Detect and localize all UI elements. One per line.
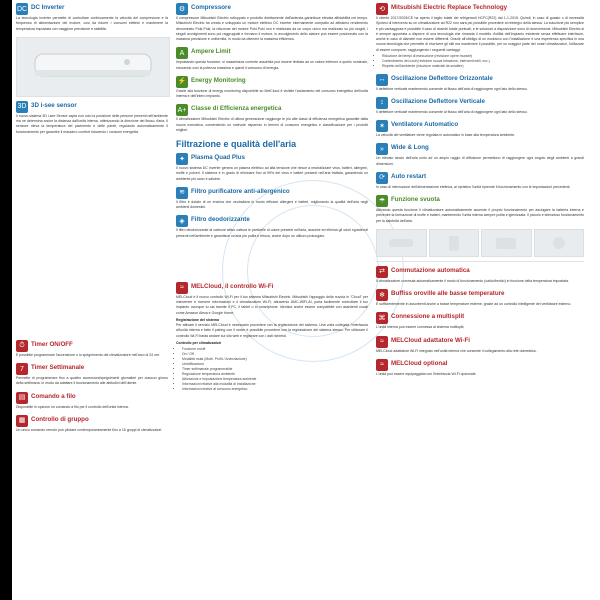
feature-filtro-deodorizzante	[176, 215, 368, 239]
feature-classe-efficienza	[176, 104, 368, 133]
feature-body: La velocità del ventilatore viene regolata in automatico in base alla temperatura ambiente.	[376, 133, 516, 138]
feature-body: Attivando questa funzione il climatizzatore automaticamente accende il proprio funzionamento per asciugare la batteria interna e prevenire la formazione di muffe e batteri, mantenendo l'unità interna sempre pulita e igienizzata. Il piccolo e silenzioso funzionamento per la salubrità dell'aria.	[376, 208, 584, 223]
feature-title: Timer Settimanale	[31, 364, 85, 371]
photo-thumb	[481, 229, 532, 257]
energy-icon: ⚡	[176, 76, 188, 88]
photo-thumb	[429, 229, 480, 257]
replace-icon: ⟲	[376, 3, 388, 15]
feature-body: L'unità interna può essere connessa al sistema multisplit.	[376, 325, 465, 330]
feature-melcloud-optional	[376, 359, 584, 377]
feature-basse-temperature	[376, 289, 584, 307]
feature-body: Impostando questa funzione, si massimizza corrente assorbita può essere limitata ad un valore inferiore a quello nominale, riducendo così la potenza massima e quindi il consumo di energia.	[176, 60, 368, 70]
unit-icon	[386, 233, 416, 253]
feature-title: Filtro purificatore anti-allergenico	[191, 187, 290, 195]
auto-comm-icon: ⇄	[376, 266, 388, 278]
filter-icon: ≋	[176, 187, 188, 199]
feature-title: Oscillazione Deflettore Orizzontale	[391, 74, 493, 82]
swing-icon: ↔	[376, 74, 388, 86]
feature-title: Filtro deodorizzante	[191, 216, 250, 224]
feature-title: Plasma Quad Plus	[191, 154, 245, 161]
melcloud-list-title: Controllo per climatizzatori	[176, 340, 222, 345]
feature-melcloud	[176, 282, 368, 392]
feature-plasma-quad-plus	[176, 153, 368, 182]
melcloud-sub-title: Registrazione del sistema	[176, 317, 219, 322]
column-right	[372, 0, 588, 382]
feature-body: Disponibile in opzione un comando a filo per il controllo dell'unità interna.	[16, 404, 129, 409]
feature-body: Un elevato lancio dell'aria unito ad un ampio raggio di diffusione permettono di raggiungere ogni angolo degli ambienti a grandi dimensioni.	[376, 156, 584, 166]
feature-body: Il climatizzatore commuta automaticamente il modo di funzionamento (caldo/freddo) in funzione della temperatura impostata.	[376, 278, 569, 283]
list-item: • Contenimento dei costi (revisione nuova tubazione, interventi edili, ecc.)	[382, 59, 584, 64]
feature-replace-technology	[376, 3, 584, 69]
feature-3d-isee-sensor	[16, 101, 168, 135]
wall-icon	[491, 233, 521, 253]
feature-title: Ventilatore Automatico	[391, 121, 459, 129]
feature-title: Timer ON/OFF	[31, 340, 73, 348]
list-item: • Informazioni relative al consumo energetico	[182, 387, 368, 392]
feature-compressore	[176, 3, 368, 42]
feature-melcloud-adattatore	[376, 336, 584, 354]
energy-class-icon: A+	[176, 104, 188, 116]
list-item: • Modalità muta (Mute, Profit / Archiviazione)	[182, 357, 368, 362]
list-item: • Funzione on/off	[182, 347, 368, 352]
feature-title: Mitsubishi Electric Replace Technology	[391, 4, 508, 11]
column-middle	[172, 0, 372, 396]
auto-vent-icon: ✶	[376, 120, 388, 132]
list-item: • Timer settimanale programmabile	[182, 367, 368, 372]
plasma-icon: ✦	[176, 153, 188, 165]
feature-auto-restart	[376, 172, 584, 190]
feature-wide-long	[376, 143, 584, 167]
divider	[376, 261, 584, 262]
feature-dc-inverter	[16, 3, 168, 32]
feature-oscillazione-orizzontale	[376, 74, 584, 92]
feature-title: DC Inverter	[31, 4, 65, 11]
feature-title: Ampere Limit	[191, 48, 231, 56]
feature-body: Il filtro è dotato di un enzima che neutralizza in modo efficace allergeni e batteri, migliorando la qualità dell'aria negli ambienti domestici.	[176, 199, 368, 209]
feature-body: Un unico comando remoto può pilotare contemporaneamente fino a 16 gruppi di climatizzatori.	[16, 427, 163, 432]
remote-icon	[439, 233, 469, 253]
deodorizing-icon: ◈	[176, 215, 188, 227]
feature-title: MELCloud optional	[391, 359, 448, 367]
feature-funzione-svuota	[376, 195, 584, 224]
list-item: • Attivazione e impostazione temperatura ambiente	[182, 377, 368, 382]
timer-week-icon: 7	[16, 363, 28, 375]
feature-title: Auto restart	[391, 172, 427, 180]
feature-title: 3D i-see sensor	[31, 101, 77, 109]
feature-body: Permette di programmare fino a quattro accensioni/spegnimenti giornalieri per ciascun giorno della settimana, in modo da adattare il funzionamento alle abitudini dell'utente.	[16, 376, 168, 386]
wide-long-icon: »	[376, 143, 388, 155]
feature-body: È possibile programmare l'accensione o lo spegnimento del climatizzatore nell'arco di 24 ore.	[16, 352, 161, 357]
feature-body: L'unità può essere equipaggiata con l'interfaccia Wi-Fi opzionale.	[376, 371, 477, 376]
wifi-small-icon: ≈	[376, 336, 388, 348]
feature-body: È sufficientemente in assorbenti anche a basse temperature esterne, grazie ad un controllo intelligente del ventilatore esterno.	[376, 302, 572, 307]
feature-comando-a-filo	[16, 392, 168, 410]
feature-title: Controllo di gruppo	[31, 415, 89, 423]
timer-icon: ⏱	[16, 340, 28, 352]
feature-body: Il cliente 2017/2003/CE ha aperto il taglio totale del refrigeranti HCFC(R22) dal 1-1-2015. Quindi, in caso di guasto o di necessità l'ipotesi di intervento su un climatizzatore ad R22 non sarà più possibile procedere al reintegro della stessa. La soluzione più semplice e più vantaggiosa è possibile il caso di ricambi totale puntuali, e le soluzioni a disposizione sono di riconversione. Mitsubishi Electric si è sempre apportata a disporre di una tecnologia che rimanda il modello d'utilità dell'impianto esistente senza effettuare interfacce, anche in caso di diametri non essere differenti. Grazie all'obbligo di un esclusivo con l'installazione è una esperienza specifica in una nuova tecnologia che permette di riscrivere gli stili ma mantenere il possibile, per un maggior parte dei nostri climatizzatori, l'utilizzare di essere comporre, raggiungendo i seguenti vantaggi:	[376, 16, 584, 52]
wifi-icon: ≈	[176, 282, 188, 294]
photo-thumb	[376, 229, 427, 257]
feature-energy-monitoring	[176, 76, 368, 100]
photo-thumb	[534, 229, 585, 257]
section-title-air: Filtrazione e qualità dell'aria	[176, 139, 297, 149]
group-icon: ▦	[16, 415, 28, 427]
sensor-icon: 3D	[16, 101, 28, 113]
feature-title: Funzione svuota	[391, 196, 440, 204]
list-item: • On / Off	[182, 352, 368, 357]
feature-body: Grazie alla funzione di energy monitoring disponibile su MelCloud è visibile l'andamento del consumo energetico dell'unità interna e dell'intero impianto.	[176, 88, 368, 98]
feature-timer-settimanale	[16, 363, 168, 387]
feature-body: Il deflettore verticale mantenendo consente al flusso dell'aria di raggiungere ogni lato dello stesso.	[376, 86, 528, 91]
feature-title: Commutazione automatica	[391, 266, 470, 274]
feature-title: Compressore	[191, 4, 231, 11]
spacer-2	[176, 244, 368, 282]
feature-commutazione-automatica	[376, 266, 584, 284]
spacer	[16, 140, 168, 340]
list-item: • Informazioni relative alla modalità di installazione	[182, 382, 368, 387]
feature-timer-onoff	[16, 340, 168, 358]
column-left	[12, 0, 172, 438]
document-sheet	[12, 0, 588, 600]
feature-body: Il climatizzatore Mitsubishi Electric di ultima generazione raggiunge le più alte classi di efficienza energetica garantite dalla nuova normativa, consentendo un notevole risparmio in termini di consumo energetico e classificazione per i prodotti migliori.	[176, 117, 368, 132]
filter-photo-icon	[544, 233, 574, 253]
list-item: • Rispetto dell'ambiente (riduzione materiali da smaltire)	[382, 64, 584, 69]
feature-oscillazione-verticale	[376, 97, 584, 115]
silent-icon: ☂	[376, 195, 388, 207]
list-item: • Riduzione dei tempi di esecuzione (revisione opere murarie)	[382, 54, 584, 59]
feature-controllo-di-gruppo	[16, 415, 168, 433]
feature-body: Il nuovo sistema 3D i-see Sensor capta non solo la posizione delle persone presenti nell'ambiente ma ne determina anche la distanza dall'unità interna, ottimizzando la direzione del flusso d'aria. Il sensore rileva la temperatura del pavimento e delle pareti, regolando automaticamente il funzionamento per garantire il massimo comfort riducendo i consumi energetici.	[16, 113, 168, 134]
feature-body: Il deflettore verticale mantenendo consente al flusso dell'aria di raggiungere ogni lato dello stesso.	[376, 109, 528, 114]
feature-title: MELCloud, il controllo Wi-Fi	[191, 282, 274, 290]
auto-restart-icon: ⟳	[376, 172, 388, 184]
wifi-opt-icon: ≈	[376, 359, 388, 371]
melcloud-sub-body: Per attivare il servizio MELCloud è necessario procedere con la registrazione del sistema. Una volta collegata l'interfaccia all'unità interna e fatto il pairing con il router è possibile procedere con la registrazione del sistema stesso. Per utilizzare il controllo Wi-Fi basta andare sul sito web e registrare con i dati richiesti.	[176, 323, 368, 338]
product-image-indoor-unit	[16, 37, 170, 97]
feature-body: La tecnologia inverter permette di controllare continuamente la velocità del compressore e la frequenza di alimentazione del motore, così da ridurre i consumi elettrici e mantenere la temperatura impostata con maggiore precisione e stabilità.	[16, 16, 168, 31]
ampere-icon: A	[176, 47, 188, 59]
feature-body: Il compressore Mitsubishi Electric sviluppato e prodotto direttamente dall'azienda garantisce elevata affidabilità nel tempo. Mitsubishi Electric ha creato e sviluppato un motore elettrico DC inverter internamente compatto ad altissimo rendimento denominato Poki-Poki, la riduzione del motore Poki-Poki non è realizzata da un corpo unico ma realizzato su più singoli, i singoli avvolgimenti sono poi raggruppati e formano il motore, in avvolgimento dello statore può essere posizionato con la massima precisione e uniformità, in modo da ottenere la massima efficienza.	[176, 16, 368, 41]
photo-strip	[376, 229, 584, 257]
compressor-icon: ⚙	[176, 3, 188, 15]
feature-title: Energy Monitoring	[191, 76, 246, 84]
feature-body: Il filtro deodorizzante al carbone attivo cattura le particelle di odore presenti nell'aria, assorbe ed elimina gli odori sgradevoli presenti nell'ambiente e garantisce un'aria più pulita e fresca, anche dopo un utilizzo prolungato.	[176, 228, 368, 238]
feature-body: MELCloud adattatore Wi-Fi integrato nell'unità interna che consente il collegamento alla rete domestica.	[376, 348, 537, 353]
feature-body: Il nuovo sistema DC inverter genera un plasma elettrico ad alta tensione che riesce a neutralizzare virus, batteri, allergeni, muffe e polveri. Il sistema è in grado di eliminare fino al 99% dei virus e batteri presenti nell'aria trattata, garantendo un ambiente più sano e salubre.	[176, 166, 368, 181]
feature-title: Connessione a multisplit	[391, 313, 465, 321]
feature-ventilatore-automatico	[376, 120, 584, 138]
feature-title: Oscillazione Deflettore Verticale	[391, 97, 485, 105]
low-temp-icon: ❄	[376, 289, 388, 301]
feature-ampere-limit	[176, 47, 368, 71]
melcloud-feature-list	[182, 347, 368, 391]
feature-title: Buffiss oroville alle basse temperature	[391, 290, 505, 298]
feature-title: Classe di Efficienza energetica	[191, 105, 282, 113]
multi-icon: ⌘	[376, 312, 388, 324]
feature-body: MELCloud è il nuovo controllo Wi-Fi per il tuo sistema Mitsubishi Electric. Mitsubishi l'appoggio della nuvola in "Cloud" per intervenire e ricevere informazioni e il climatizzatore Wi-Fi, attraverso AMC-WIFI-AI, porta facilmente controllare il tuo impianto ovunque tu sia tramite il PC, il tablet o lo smartphone. Identica anche essere compatibile con assistenti vocali come Amazon Alexa e Google Home.	[176, 294, 368, 315]
feature-connessione-multisplit	[376, 312, 584, 330]
replace-benefits-list	[382, 54, 584, 69]
feature-title: Wide & Long	[391, 144, 429, 152]
list-item: • Umidificazione	[182, 362, 368, 367]
feature-body: In caso di interruzione dell'alimentazione elettrica, al ripristino l'unità riprende il funzionamento con le impostazioni precedenti.	[376, 184, 571, 189]
swing-v-icon: ↕	[376, 97, 388, 109]
feature-title: MELCloud adattatore Wi-Fi	[391, 336, 471, 344]
list-item: • Regolazione temperatura ambiente	[182, 372, 368, 377]
indoor-unit-illustration	[17, 38, 169, 94]
wire-icon: ▤	[16, 392, 28, 404]
feature-filtro-purificatore	[176, 187, 368, 211]
dc-inverter-icon: DC	[16, 3, 28, 15]
feature-title: Comando a filo	[31, 392, 76, 400]
